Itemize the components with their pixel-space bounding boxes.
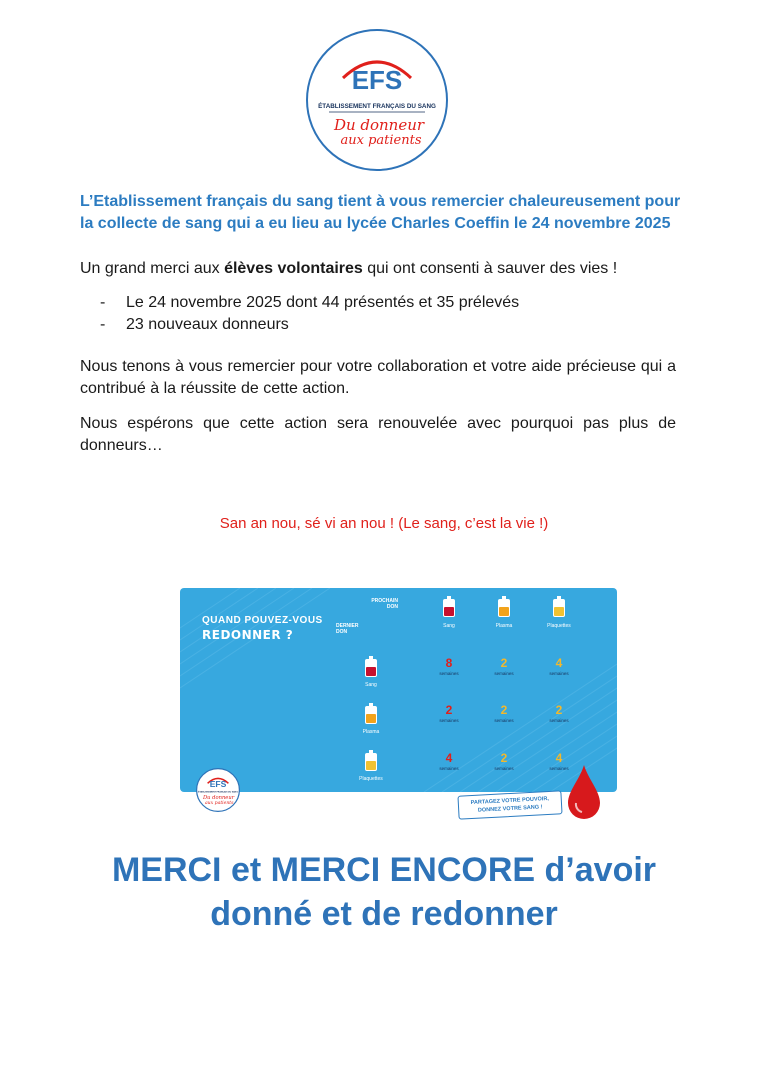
value-sang-plaquettes: 4 xyxy=(555,656,563,670)
value-plaquettes-plasma: 2 xyxy=(500,751,508,765)
unit-label: semaines xyxy=(494,766,514,771)
hope-paragraph: Nous espérons que cette action sera renouvelée avec pourquoi pas plus de donneurs… xyxy=(80,415,676,454)
efs-mini-logo xyxy=(196,768,240,812)
svg-text:Du donneur: Du donneur xyxy=(333,116,425,134)
share-line2: DONNEZ VOTRE SANG ! xyxy=(477,804,543,814)
column-label-plaquettes: Plaquettes xyxy=(547,623,571,629)
header-next-line1: PROCHAIN xyxy=(371,598,398,604)
list-item: - Le 24 novembre 2025 dont 44 présentés et 35 prélevés xyxy=(100,294,520,311)
thanks-text-start: Un grand merci aux xyxy=(80,260,225,277)
value-sang-sang: 8 xyxy=(445,656,453,670)
thanks-paragraph xyxy=(80,258,676,280)
share-line1: PARTAGEZ VOTRE POUVOIR, xyxy=(470,795,550,807)
platelets-bag-icon xyxy=(552,596,566,618)
plasma-bag-icon xyxy=(364,703,378,725)
unit-label: semaines xyxy=(494,718,514,723)
svg-text:ÉTABLISSEMENT FRANÇAIS DU SANG: ÉTABLISSEMENT FRANÇAIS DU SANG xyxy=(318,103,436,110)
svg-text:aux patients: aux patients xyxy=(340,133,422,148)
header-last-line2: DON xyxy=(336,629,348,635)
svg-text:Du donneur: Du donneur xyxy=(203,795,235,802)
svg-text:aux patients: aux patients xyxy=(204,801,234,807)
header-last-donation xyxy=(336,623,376,635)
list-item: - 23 nouveaux donneurs xyxy=(100,316,289,333)
column-label-plasma: Plasma xyxy=(495,623,513,629)
column-label-sang: Sang xyxy=(443,623,455,629)
closing-message xyxy=(0,848,768,936)
blood-bag-icon xyxy=(442,596,456,618)
redonation-infographic xyxy=(180,588,617,792)
header-next-donation xyxy=(358,598,398,610)
unit-label: semaines xyxy=(494,671,514,676)
unit-label: semaines xyxy=(439,766,459,771)
value-sang-plasma: 2 xyxy=(500,656,508,670)
svg-text:EFS: EFS xyxy=(351,65,403,95)
unit-label: semaines xyxy=(549,718,569,723)
list-item-text: Le 24 novembre 2025 dont 44 présentés et 35 prélevés xyxy=(126,294,520,311)
closing-line2: donné et de redonner xyxy=(210,895,558,933)
row-label-sang: Sang xyxy=(365,682,377,688)
svg-text:EFS: EFS xyxy=(209,778,227,789)
unit-label: semaines xyxy=(549,766,569,771)
share-badge xyxy=(457,790,562,819)
blood-bag-icon xyxy=(364,656,378,678)
results-list xyxy=(100,292,519,336)
thanks-text-end: qui ont consenti à sauver des vies ! xyxy=(362,260,618,277)
row-label-plasma: Plasma xyxy=(362,729,380,735)
slogan: San an nou, sé vi an nou ! (Le sang, c’est la vie !) xyxy=(219,515,549,532)
header-next-line2: DON xyxy=(386,604,398,610)
infographic-title-line2: REDONNER ? xyxy=(202,628,294,642)
blood-drop-icon xyxy=(566,763,602,821)
row-label-plaquettes: Plaquettes xyxy=(359,776,383,782)
collaboration-paragraph: Nous tenons à vous remercier pour votre collaboration et votre aide précieuse qui a contribué à la réussite de cette action. xyxy=(80,358,676,397)
value-plasma-plaquettes: 2 xyxy=(555,703,563,717)
value-plasma-sang: 2 xyxy=(445,703,453,717)
thanks-emphasis: élèves volontaires xyxy=(224,260,363,277)
plasma-bag-icon xyxy=(497,596,511,618)
value-plasma-plasma: 2 xyxy=(500,703,508,717)
svg-text:ÉTABLISSEMENT FRANÇAIS DU SANG: ÉTABLISSEMENT FRANÇAIS DU SANG xyxy=(198,791,238,794)
intro-paragraph: L’Etablissement français du sang tient à vous remercier chaleureusement pour la collecte de sang qui a eu lieu au lycée Charles Coeffin le 24 novembre 2025 xyxy=(80,193,681,232)
closing-line1: MERCI et MERCI ENCORE d’avoir xyxy=(111,851,657,889)
efs-logo xyxy=(305,28,449,172)
header-last-line1: DERNIER xyxy=(336,623,359,629)
value-plaquettes-plaquettes: 4 xyxy=(555,751,563,765)
unit-label: semaines xyxy=(439,671,459,676)
unit-label: semaines xyxy=(439,718,459,723)
platelets-bag-icon xyxy=(364,750,378,772)
infographic-title-line1: QUAND POUVEZ-VOUS xyxy=(202,615,323,626)
value-plaquettes-sang: 4 xyxy=(445,751,453,765)
unit-label: semaines xyxy=(549,671,569,676)
list-item-text: 23 nouveaux donneurs xyxy=(126,316,289,333)
